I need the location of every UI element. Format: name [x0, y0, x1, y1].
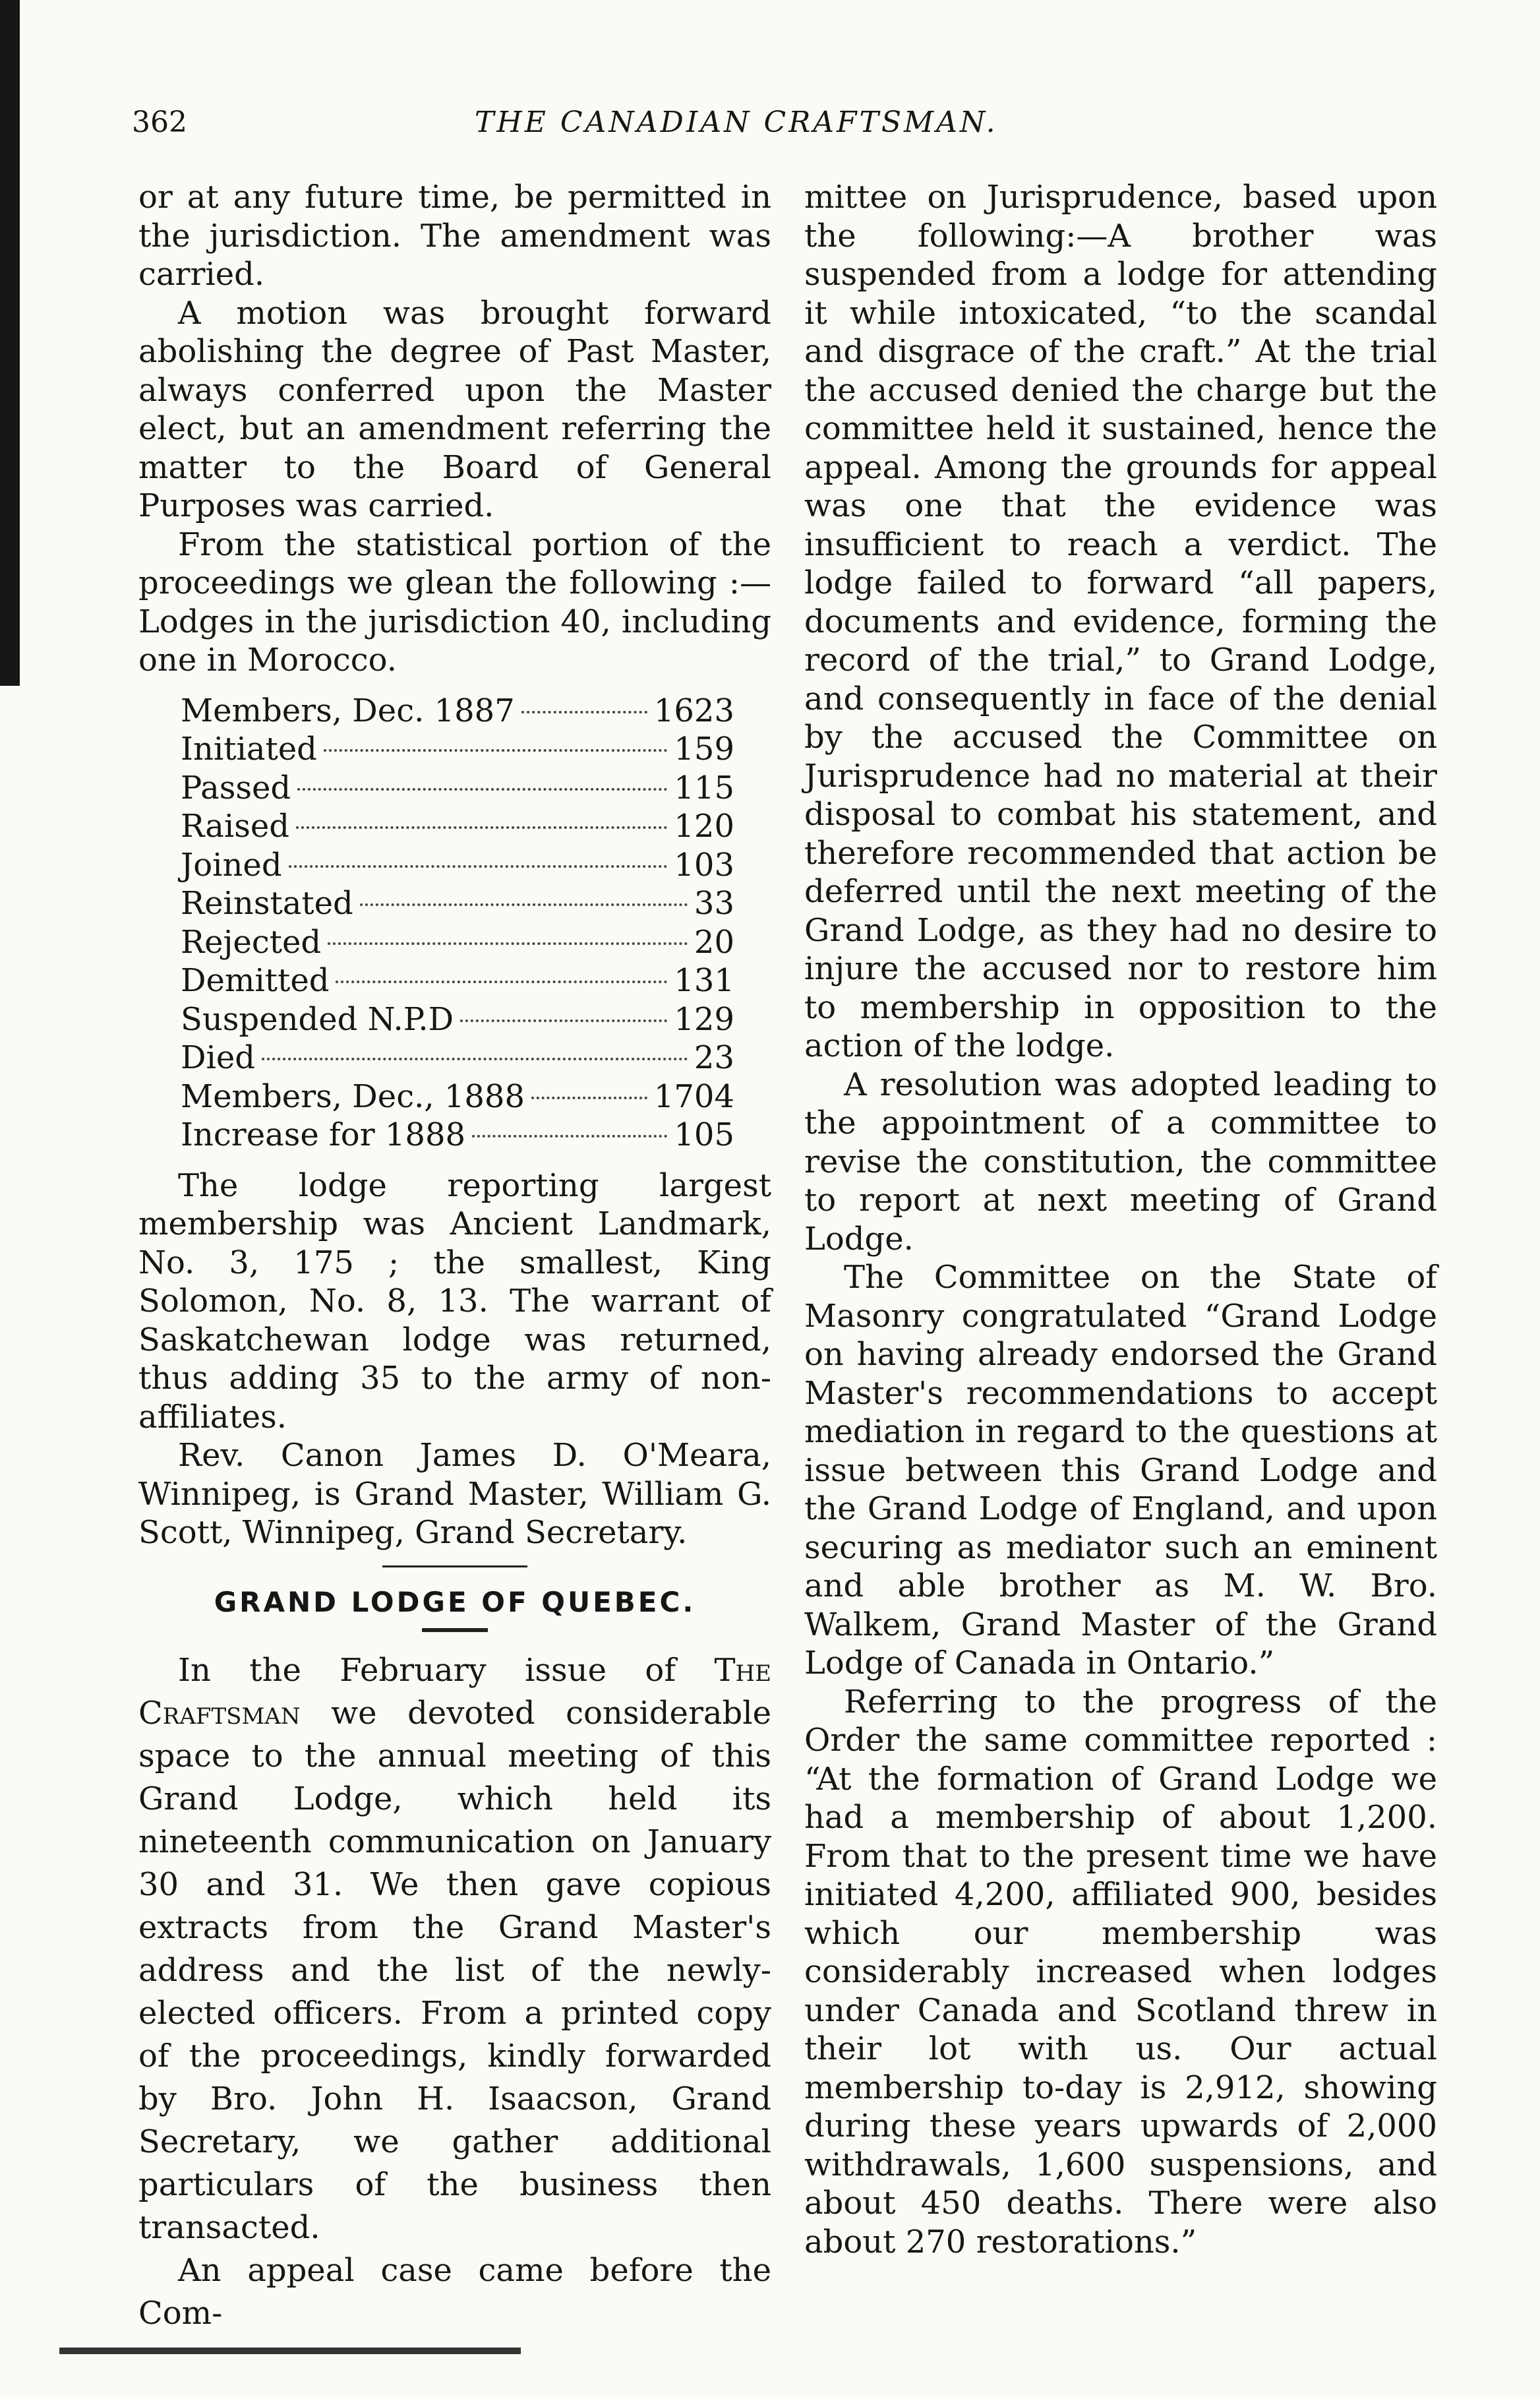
stat-value: 105 — [674, 1116, 734, 1153]
dot-leader — [328, 942, 688, 945]
stat-label: Members, Dec., 1888 — [181, 1077, 525, 1115]
page-header — [132, 106, 1345, 158]
stat-row — [181, 1000, 734, 1039]
left-column — [138, 178, 771, 2335]
stat-row — [181, 769, 734, 808]
paragraph: Rev. Canon James D. O'Meara, Winnipeg, is Grand Master, William G. Scott, Winnipeg, Grand Secretary. — [138, 1437, 771, 1551]
stat-label: Reinstated — [181, 885, 353, 922]
stat-row — [181, 807, 734, 846]
paragraph — [138, 1649, 771, 2249]
section-divider — [382, 1565, 527, 1567]
paragraph: mittee on Jurisprudence, based upon the following:—A brother was suspended from a lodge for attending it while intoxicated, “to the scandal and disgrace of the craft.” At the trial the accused denied the charge but the committee held it sustained, hence the appeal. Among the grounds for appeal was one that the evidence was insufficient to reach a verdict. The lodge failed to forward “all papers, documents and evidence, forming the record of the trial,” to Grand Lodge, and consequently in face of the denial by the accused the Committee on Jurisprudence had no material at their disposal to combat his statement, and therefore recommended that action be deferred until the next meeting of the Grand Lodge, as they had no desire to injure the accused nor to restore him to membership in opposition to the action of the lodge. — [804, 179, 1437, 1064]
stat-value: 23 — [694, 1039, 734, 1076]
paragraph: A resolution was adopted leading to the appointment of a committee to revise the constitution, the committee to report at next meeting of Grand Lodge. — [804, 1066, 1437, 1258]
stat-value: 120 — [674, 808, 734, 845]
stat-value: 20 — [694, 923, 734, 961]
stat-value: 115 — [674, 769, 734, 806]
stat-label: Died — [181, 1039, 255, 1076]
stat-label: Increase for 1888 — [181, 1116, 466, 1153]
text-run: we devoted considerable space to the annual meeting of this Grand Lodge, which held its nineteenth communication on January 30 and 31. We then gave copious extracts from the Grand Master's address and the list of the newly-elected officers. From a printed copy of the proceedings, kindly forwarded by Bro. John H. Isaacson, Grand Secretary, we gather additional particulars of the business then transacted. — [138, 1695, 772, 2246]
statistics-table — [181, 692, 734, 1155]
paragraph: or at any future time, be permitted in the jurisdiction. The amendment was carried. — [138, 179, 771, 293]
stat-label: Passed — [181, 769, 291, 806]
stat-value: 1623 — [653, 692, 734, 729]
page-binding-edge — [0, 0, 20, 686]
stat-row — [181, 1039, 734, 1077]
stat-row — [181, 884, 734, 923]
paragraph: From the statistical portion of the proceedings we glean the following :— Lodges in the jurisdiction 40, including one in Morocco. — [138, 526, 771, 679]
dot-leader — [336, 981, 667, 983]
heading-rule — [422, 1628, 488, 1632]
stat-row — [181, 961, 734, 1000]
stat-label: Joined — [181, 846, 282, 884]
paragraph: A motion was brought forward abolishing the degree of Past Master, always conferred upon the Master elect, but an amendment referring the matter to the Board of General Purposes was carried. — [138, 294, 771, 524]
stat-row — [181, 846, 734, 885]
paragraph: An appeal case came before the Com- — [138, 2252, 771, 2332]
stat-value: 33 — [694, 885, 734, 922]
dot-leader — [297, 788, 667, 791]
stat-row — [181, 923, 734, 962]
running-title: THE CANADIAN CRAFTSMAN. — [475, 106, 998, 139]
paragraph: Referring to the progress of the Order the same committee reported : “At the formation of Grand Lodge we had a membership of about 1,200. From that to the present time we have initiated 4,200, affiliated 900, besides which our membership was considerably increased when lodges under Canada and Scotland threw in their lot with us. Our actual membership to-day is 2,912, showing during these years upwards of 2,000 withdrawals, 1,600 suspensions, and about 450 deaths. There were also about 270 restorations.” — [804, 1683, 1437, 2260]
paragraph: The lodge reporting largest membership was Ancient Landmark, No. 3, 175 ; the smallest, King Solomon, No. 8, 13. The warrant of Saskatchewan lodge was returned, thus adding 35 to the army of non-affiliates. — [138, 1167, 771, 1436]
stat-label: Raised — [181, 808, 289, 845]
stat-label: Members, Dec. 1887 — [181, 692, 515, 729]
stat-value: 103 — [674, 846, 734, 884]
dot-leader — [296, 826, 667, 829]
dot-leader — [324, 749, 667, 752]
dot-leader — [360, 903, 688, 906]
dot-leader — [262, 1058, 688, 1060]
right-column — [804, 178, 1437, 2261]
stat-label: Rejected — [181, 923, 322, 961]
dot-leader — [472, 1135, 667, 1138]
magazine-name: The Craftsman — [138, 1652, 772, 1732]
dot-leader — [460, 1019, 667, 1022]
stat-value: 129 — [674, 1000, 734, 1038]
dot-leader — [521, 711, 647, 713]
text-run: In the February issue of — [178, 1652, 676, 1689]
stat-row — [181, 730, 734, 769]
paragraph: The Committee on the State of Masonry congratulated “Grand Lodge on having already endorsed the Grand Master's recommendations to accept mediation in regard to the questions at issue between this Grand Lodge and the Grand Lodge of England, and upon securing as mediator such an eminent and able brother as M. W. Bro. Walkem, Grand Master of the Grand Lodge of Canada in Ontario.” — [804, 1259, 1437, 1682]
bottom-scan-mark — [59, 2348, 521, 2354]
stat-row — [181, 1077, 734, 1116]
section-heading: GRAND LODGE OF QUEBEC. — [214, 1585, 696, 1618]
dot-leader — [531, 1097, 647, 1099]
stat-row — [181, 692, 734, 731]
stat-value: 1704 — [653, 1077, 734, 1115]
stat-value: 159 — [674, 731, 734, 768]
page-number: 362 — [132, 106, 187, 139]
stat-label: Suspended N.P.D — [181, 1000, 454, 1038]
stat-label: Initiated — [181, 731, 317, 768]
stat-row — [181, 1116, 734, 1155]
stat-value: 131 — [674, 962, 734, 999]
stat-label: Demitted — [181, 962, 330, 999]
dot-leader — [289, 865, 668, 868]
